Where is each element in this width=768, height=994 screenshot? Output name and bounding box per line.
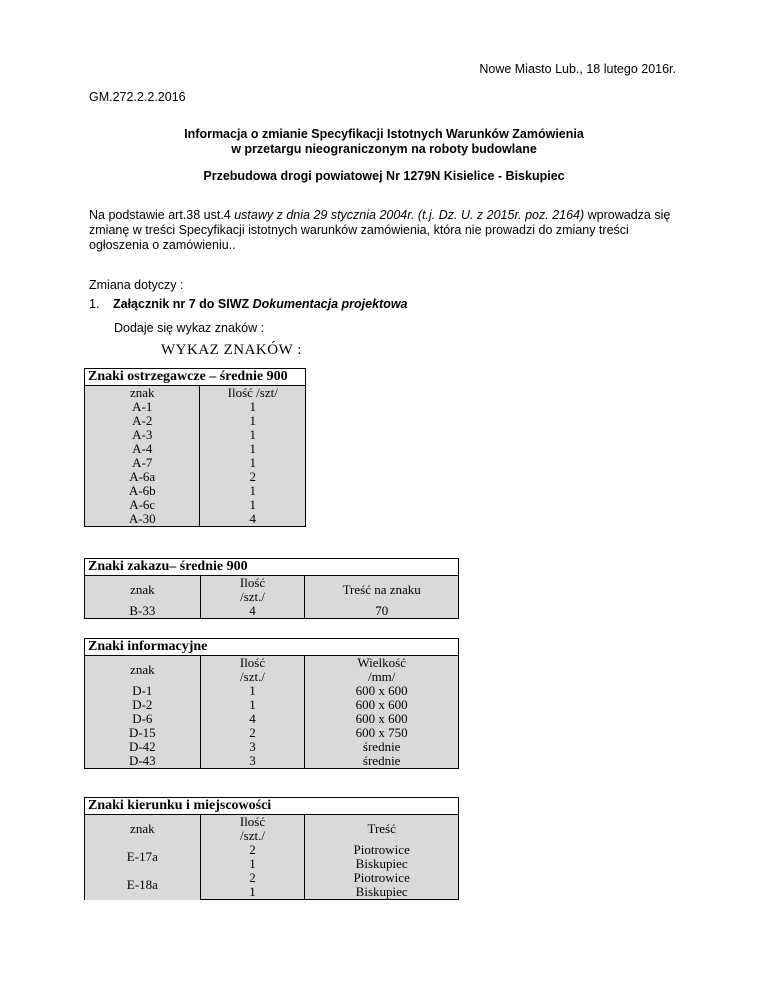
prohibition-signs-table bbox=[84, 558, 459, 619]
table-cell: D-1 bbox=[85, 684, 201, 698]
column-header: Wielkość bbox=[305, 656, 459, 671]
column-header: Ilość bbox=[200, 815, 305, 830]
table-cell: 2 bbox=[200, 470, 306, 484]
item-number: 1. bbox=[89, 297, 100, 311]
table-cell: A-2 bbox=[85, 414, 200, 428]
table-caption: Znaki informacyjne bbox=[85, 639, 459, 656]
table-cell: D-15 bbox=[85, 726, 201, 740]
table-cell: 4 bbox=[200, 712, 305, 726]
column-header: Ilość bbox=[200, 576, 305, 591]
table-cell: Biskupiec bbox=[305, 885, 459, 900]
table-cell: A-1 bbox=[85, 400, 200, 414]
table-cell: 600 x 600 bbox=[305, 712, 459, 726]
table-cell: Piotrowice bbox=[305, 843, 459, 857]
column-header: znak bbox=[85, 815, 201, 844]
table-cell: D-42 bbox=[85, 740, 201, 754]
table-cell: Biskupiec bbox=[305, 857, 459, 871]
column-header-unit: /szt./ bbox=[200, 670, 305, 684]
subject-title: Przebudowa drogi powiatowej Nr 1279N Kisielice - Biskupiec bbox=[203, 169, 565, 183]
table-cell: E-18a bbox=[85, 871, 201, 900]
table-cell: 600 x 600 bbox=[305, 698, 459, 712]
added-list-label: Dodaje się wykaz znaków : bbox=[114, 321, 265, 335]
table-cell: A-4 bbox=[85, 442, 200, 456]
table-caption: Znaki kierunku i miejscowości bbox=[85, 798, 459, 815]
column-header-unit: /szt./ bbox=[200, 829, 305, 843]
list-title: WYKAZ ZNAKÓW : bbox=[161, 342, 302, 358]
document-date: Nowe Miasto Lub., 18 lutego 2016r. bbox=[479, 62, 676, 76]
change-label: Zmiana dotyczy : bbox=[89, 278, 184, 292]
table-cell: A-3 bbox=[85, 428, 200, 442]
table-cell: 1 bbox=[200, 428, 306, 442]
column-header-unit: /mm/ bbox=[305, 670, 459, 684]
column-header: Treść bbox=[305, 815, 459, 844]
table-cell: 1 bbox=[200, 456, 306, 470]
table-cell: 3 bbox=[200, 740, 305, 754]
table-cell: 1 bbox=[200, 857, 305, 871]
table-cell: 4 bbox=[200, 604, 305, 619]
title-line-2: w przetargu nieograniczonym na roboty budowlane bbox=[231, 142, 537, 156]
intro-part-2: wprowadza się zmianę w treści Specyfikacji istotnych warunków zamówienia, która nie prowadzi do zmiany treści ogłoszenia o zamówieniu.. bbox=[89, 208, 671, 252]
change-item bbox=[89, 297, 408, 311]
direction-signs-table bbox=[84, 797, 459, 900]
intro-part-1: Na podstawie art.38 ust.4 bbox=[89, 208, 235, 222]
column-header: Ilość bbox=[200, 656, 305, 671]
warning-signs-table bbox=[84, 368, 306, 527]
table-cell: 1 bbox=[200, 498, 306, 512]
table-cell: 3 bbox=[200, 754, 305, 769]
table-cell: średnie bbox=[305, 740, 459, 754]
table-cell: D-2 bbox=[85, 698, 201, 712]
table-cell: 1 bbox=[200, 698, 305, 712]
table-cell: 2 bbox=[200, 843, 305, 857]
column-header-unit: /szt./ bbox=[200, 590, 305, 604]
table-cell: 1 bbox=[200, 400, 306, 414]
item-title-italic: Dokumentacja projektowa bbox=[252, 297, 408, 311]
table-cell: D-6 bbox=[85, 712, 201, 726]
item-title: Załącznik nr 7 do SIWZ bbox=[113, 297, 253, 311]
table-cell: Piotrowice bbox=[305, 871, 459, 885]
table-cell: 70 bbox=[305, 604, 459, 619]
table-cell: B-33 bbox=[85, 604, 201, 619]
table-cell: D-43 bbox=[85, 754, 201, 769]
table-cell: A-6b bbox=[85, 484, 200, 498]
table-cell: 2 bbox=[200, 871, 305, 885]
information-signs-table bbox=[84, 638, 459, 769]
table-cell: 4 bbox=[200, 512, 306, 527]
table-cell: 1 bbox=[200, 885, 305, 900]
table-cell: 600 x 600 bbox=[305, 684, 459, 698]
table-cell: A-6a bbox=[85, 470, 200, 484]
table-cell: 1 bbox=[200, 684, 305, 698]
table-cell: E-17a bbox=[85, 843, 201, 871]
table-cell: A-30 bbox=[85, 512, 200, 527]
table-cell: średnie bbox=[305, 754, 459, 769]
column-header: znak bbox=[85, 656, 201, 685]
title-line-1: Informacja o zmianie Specyfikacji Istotnych Warunków Zamówienia bbox=[184, 127, 584, 141]
table-cell: 600 x 750 bbox=[305, 726, 459, 740]
column-header: Treść na znaku bbox=[305, 576, 459, 605]
document-title bbox=[89, 127, 679, 157]
intro-paragraph bbox=[89, 208, 679, 253]
table-cell: A-6c bbox=[85, 498, 200, 512]
table-caption: Znaki zakazu– średnie 900 bbox=[85, 559, 459, 576]
table-cell: 1 bbox=[200, 442, 306, 456]
column-header: Ilość /szt/ bbox=[200, 386, 306, 401]
table-cell: 1 bbox=[200, 414, 306, 428]
column-header: znak bbox=[85, 576, 201, 605]
table-cell: 2 bbox=[200, 726, 305, 740]
table-cell: A-7 bbox=[85, 456, 200, 470]
column-header: znak bbox=[85, 386, 200, 401]
table-cell: 1 bbox=[200, 484, 306, 498]
intro-law-citation: ustawy z dnia 29 stycznia 2004r. (t.j. Dz. U. z 2015r. poz. 2164) bbox=[234, 208, 585, 222]
reference-number: GM.272.2.2.2016 bbox=[89, 90, 186, 104]
table-caption: Znaki ostrzegawcze – średnie 900 bbox=[85, 369, 306, 386]
